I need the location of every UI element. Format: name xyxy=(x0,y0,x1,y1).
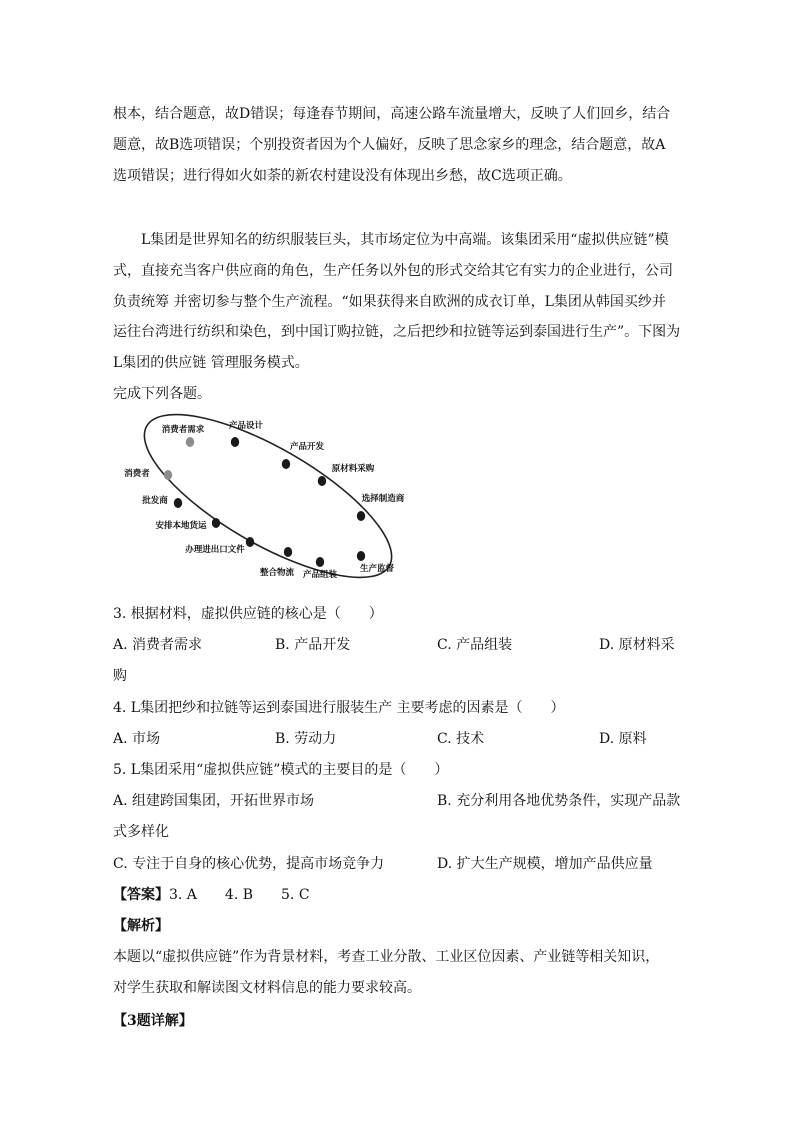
diagram-node-dot xyxy=(174,498,182,508)
question-5-stem: 5. L集团采用“虚拟供应链”模式的主要目的是（ ） xyxy=(113,762,449,778)
diagram-node-dot xyxy=(357,551,365,561)
question-4-option-d[interactable]: D. 原料 xyxy=(599,731,647,747)
material-line-4: 运往台湾进行纺织和染色，到中国订购拉链，之后把纱和拉链等运到泰国进行生产”。下图为 xyxy=(113,324,681,340)
question-5-option-b-overflow: 式多样化 xyxy=(113,824,169,840)
diagram-node-label: 批发商 xyxy=(142,496,168,506)
answer-text: 3. A 4. B 5. C xyxy=(169,887,310,903)
material-line-1: L集团是世界知名的纺织服装巨头，其市场定位为中高端。该集团采用“虚拟供应链”模 xyxy=(141,232,669,248)
diagram-node-dot xyxy=(231,437,239,447)
diagram-node-dot xyxy=(284,547,292,557)
diagram-node-dot xyxy=(186,437,194,447)
diagram-node-label: 办理进出口文件 xyxy=(185,545,245,555)
diagram-node-label: 选择制造商 xyxy=(361,494,405,504)
question-4-option-c[interactable]: C. 技术 xyxy=(437,731,485,747)
diagram-node-label: 产品组装 xyxy=(302,570,338,580)
question-3-option-d-overflow: 购 xyxy=(113,668,127,684)
question-5-option-c[interactable]: C. 专注于自身的核心优势，提高市场竞争力 xyxy=(113,856,385,872)
diagram-node-label: 整合物流 xyxy=(259,568,295,578)
diagram-node-label: 消费者需求 xyxy=(161,425,205,435)
question-4-stem: 4. L集团把纱和拉链等运到泰国进行服装生产 主要考虑的因素是（ ） xyxy=(113,700,565,716)
diagram-node-dot xyxy=(282,459,290,469)
diagram-node-dot xyxy=(246,537,254,547)
diagram-node-dot xyxy=(357,511,365,521)
diagram-node-dot xyxy=(318,476,326,486)
answer-line xyxy=(113,884,310,904)
intro-line-1: 根本，结合题意，故D错误；每逢春节期间，高速公路车流量增大，反映了人们回乡，结合 xyxy=(113,106,671,122)
answer-label: 【答案】 xyxy=(113,887,169,903)
question-5-option-a[interactable]: A. 组建跨国集团，开拓世界市场 xyxy=(113,793,315,809)
question-5-option-b[interactable]: B. 充分利用各地优势条件，实现产品款 xyxy=(437,793,681,809)
question-3-option-b[interactable]: B. 产品开发 xyxy=(275,637,351,653)
question-3-option-c[interactable]: C. 产品组装 xyxy=(437,637,513,653)
diagram-node-dot xyxy=(212,518,220,528)
material-line-3: 负责统筹 并密切参与整个生产流程。“如果获得来自欧洲的成衣订单，L集团从韩国买纱并 xyxy=(113,294,666,310)
intro-line-2: 题意，故B选项错误；个别投资者因为个人偏好，反映了思念家乡的理念，结合题意，故A xyxy=(113,137,666,153)
supply-chain-diagram xyxy=(105,410,415,590)
question-3-option-a[interactable]: A. 消费者需求 xyxy=(113,637,203,653)
diagram-node-label: 原材料采购 xyxy=(331,464,375,474)
question-3-stem: 3. 根据材料，虚拟供应链的核心是（ ） xyxy=(113,606,383,622)
material-line-2: 式，直接充当客户供应商的角色，生产任务以外包的形式交给其它有实力的企业进行，公司 xyxy=(113,263,673,279)
diagram-node-label: 安排本地货运 xyxy=(155,521,207,531)
question-3-option-d[interactable]: D. 原材料采 xyxy=(599,637,675,653)
diagram-node-dot xyxy=(164,470,172,480)
question-5-option-d[interactable]: D. 扩大生产规模，增加产品供应量 xyxy=(437,856,653,872)
analysis-line-2: 对学生获取和解读图文材料信息的能力要求较高。 xyxy=(113,980,421,996)
intro-line-3: 选项错误；进行得如火如荼的新农村建设没有体现出乡愁，故C选项正确。 xyxy=(113,168,572,184)
instruction-text: 完成下列各题。 xyxy=(113,386,211,402)
diagram-node-label: 消费者 xyxy=(124,469,150,479)
analysis-line-1: 本题以“虚拟供应链”作为背景材料，考查工业分散、工业区位因素、产业链等相关知识， xyxy=(113,949,660,965)
question-4-option-b[interactable]: B. 劳动力 xyxy=(275,731,337,747)
detail-heading: 【3题详解】 xyxy=(113,1013,193,1029)
diagram-node-label: 生产监督 xyxy=(359,564,395,574)
diagram-node-label: 产品开发 xyxy=(289,442,325,452)
question-4-option-a[interactable]: A. 市场 xyxy=(113,731,161,747)
diagram-node-dot xyxy=(316,557,324,567)
analysis-label: 【解析】 xyxy=(113,918,169,934)
diagram-node-label: 产品设计 xyxy=(228,421,264,431)
material-line-5: L集团的供应链 管理服务模式。 xyxy=(113,355,309,371)
